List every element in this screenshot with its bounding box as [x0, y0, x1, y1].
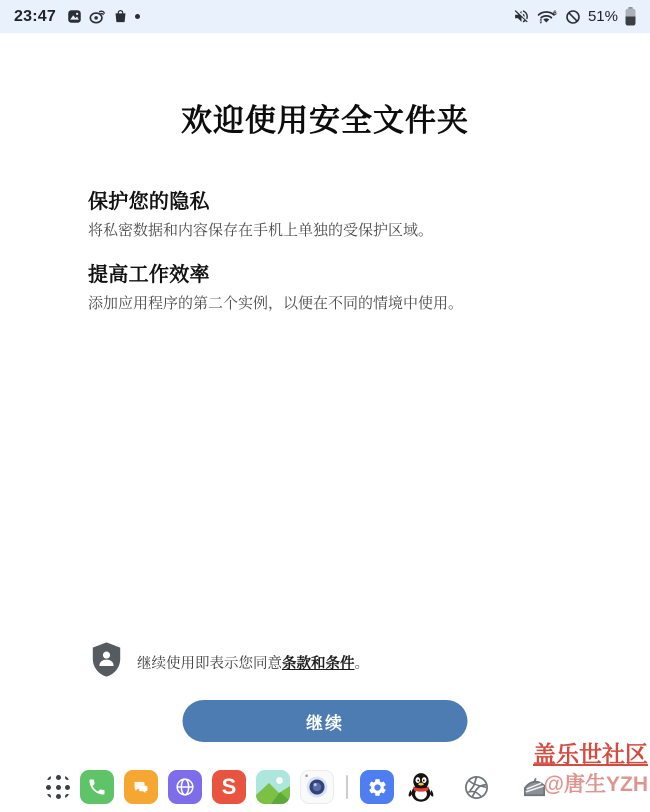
- taskbar-divider: [346, 775, 348, 799]
- gallery-app-icon[interactable]: [256, 770, 290, 804]
- page-title: 欢迎使用安全文件夹: [181, 103, 469, 138]
- shutter-app-icon[interactable]: [462, 773, 490, 801]
- battery-icon: [625, 7, 636, 26]
- section-productivity-heading: 提高工作效率: [88, 264, 210, 286]
- internet-app-icon[interactable]: [168, 770, 202, 804]
- svg-text:6: 6: [553, 9, 557, 17]
- messages-app-icon[interactable]: [124, 770, 158, 804]
- app-drawer-button[interactable]: [46, 775, 70, 799]
- qq-app-icon[interactable]: [404, 770, 438, 804]
- watermark-username: @唐生YZH: [543, 773, 648, 797]
- phone-app-icon[interactable]: [80, 770, 114, 804]
- status-bar-left: [14, 8, 140, 26]
- cake-app-icon[interactable]: [520, 773, 548, 801]
- status-bar-right: [513, 7, 636, 26]
- taskbar: [0, 762, 650, 812]
- battery-percentage: 51%: [587, 8, 618, 25]
- section-privacy: [88, 185, 594, 241]
- camera-app-icon[interactable]: [300, 770, 334, 804]
- secure-folder-shield-icon: [90, 641, 123, 683]
- terms-suffix: 。: [354, 655, 369, 672]
- terms-row: [90, 641, 610, 683]
- shopping-bag-notification-icon: [113, 9, 128, 24]
- section-productivity-body: 添加应用程序的第二个实例，以便在不同的情境中使用。: [88, 295, 464, 312]
- mute-icon: [513, 8, 530, 25]
- terms-and-conditions-link[interactable]: 条款和条件: [282, 655, 355, 672]
- continue-button[interactable]: 继续: [183, 700, 468, 742]
- interruption-blocked-icon: [565, 9, 581, 25]
- status-bar: [0, 0, 650, 33]
- wifi6-icon: [537, 8, 558, 25]
- terms-text: [137, 652, 369, 673]
- more-notifications-dot: [135, 14, 140, 19]
- s-app-icon[interactable]: [212, 770, 246, 804]
- settings-app-icon[interactable]: [360, 770, 394, 804]
- terms-prefix: 继续使用即表示您同意: [137, 655, 282, 672]
- clock: 23:47: [14, 7, 56, 25]
- section-productivity: [88, 258, 594, 314]
- section-privacy-body: 将私密数据和内容保存在手机上单独的受保护区域。: [88, 222, 434, 239]
- weibo-notification-icon: [89, 9, 106, 24]
- image-notification-icon: [67, 9, 82, 24]
- s-app-letter: S: [221, 774, 237, 799]
- section-privacy-heading: 保护您的隐私: [88, 191, 210, 213]
- watermark-community-name: 盖乐世社区: [533, 741, 648, 767]
